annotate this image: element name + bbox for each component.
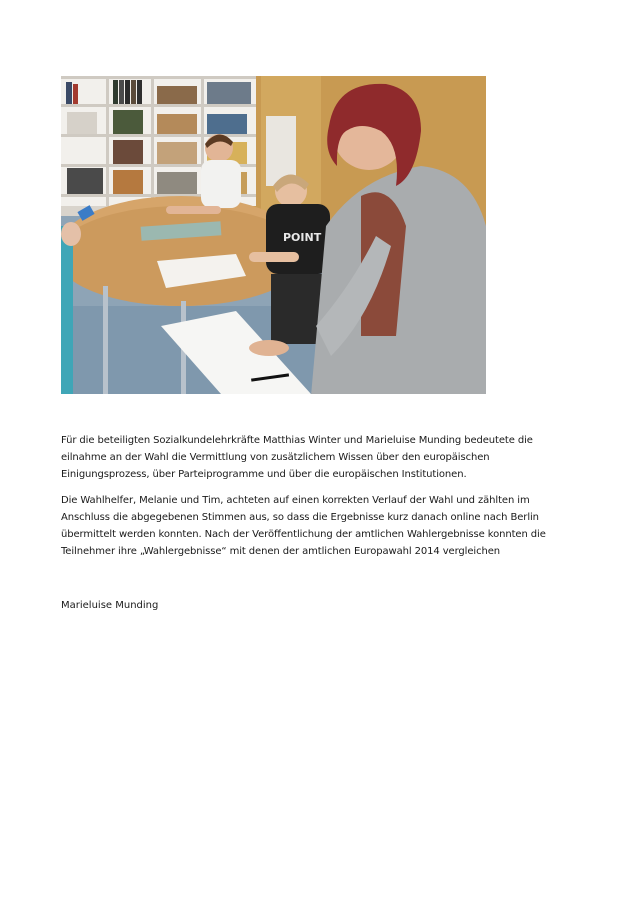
shirt-print-text: POINT xyxy=(283,231,322,244)
paragraph-teachers: Für die beteiligten Sozialkundelehrkräfte Matthias Winter und Marieluise Munding bedeutete die eilnahme an der Wahl die Vermittlung von zusätzlichem Wissen über den europäischen Einigungsprozess, über Parteiprogramme und über die europäischen Institutionen. xyxy=(61,435,533,480)
paragraph-election-helpers: Die Wahlhelfer, Melanie und Tim, achteten auf einen korrekten Verlauf der Wahl und zählten im Anschluss die abgegebenen Stimmen aus, so dass die Ergebnisse kurz danach online nach Berlin übermittelt werden konnten. Nach der Veröffentlichung der amtlichen Wahlergebnisse konnten die Teilnehmer ihre „Wahlergebnisse“ mit denen der amtlichen Europawahl 2014 vergleichen xyxy=(61,495,546,557)
classroom-photo xyxy=(61,76,486,394)
author-signature: Marieluise Munding xyxy=(61,600,159,611)
